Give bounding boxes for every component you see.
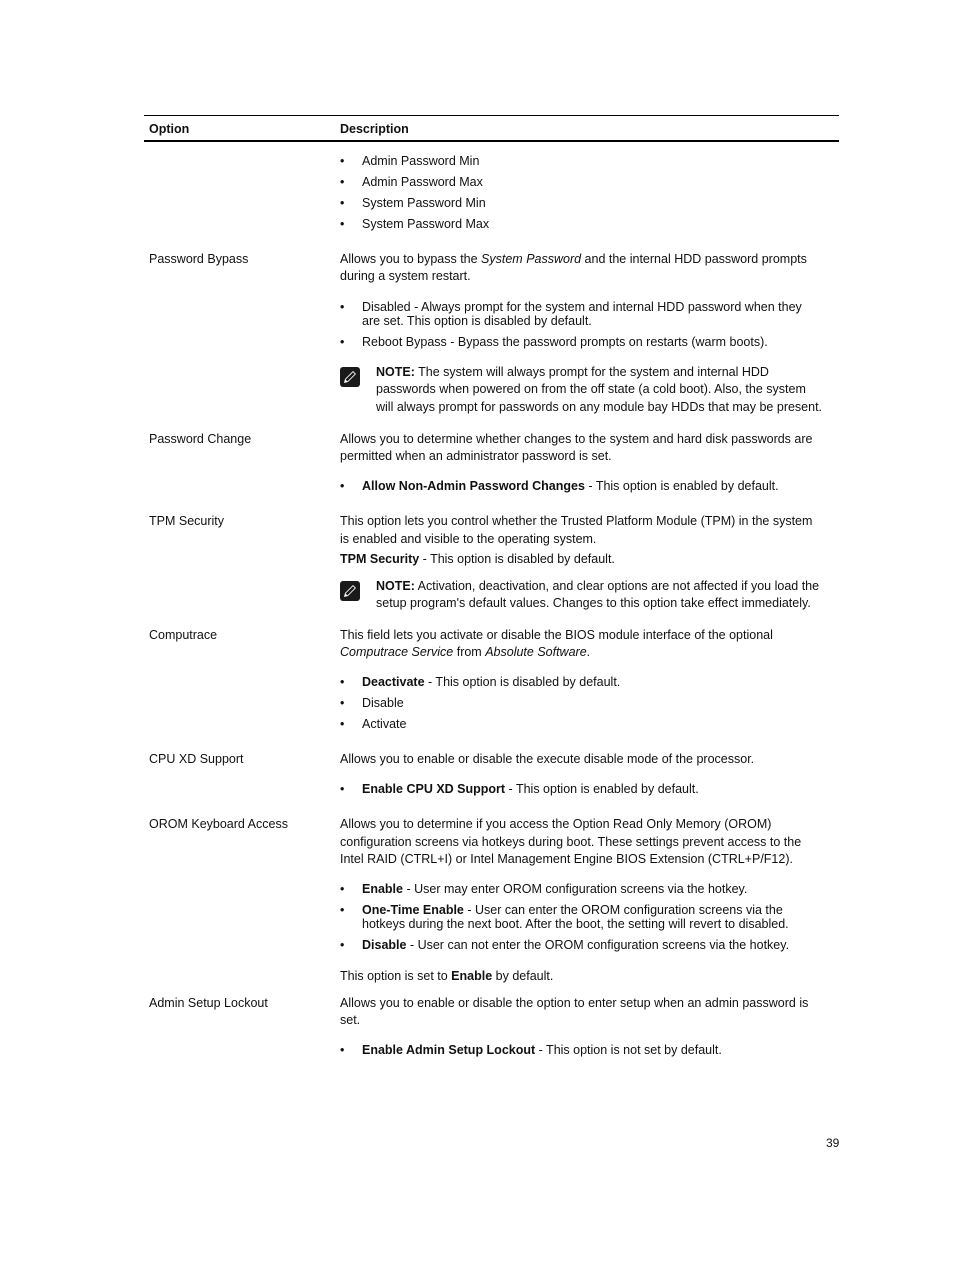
text: - User can not enter the OROM configuration screens via the hotkey. [406, 938, 790, 952]
bullet: • [340, 1043, 345, 1057]
text: and the internal HDD password prompts [581, 252, 807, 266]
list-item-text: Disable [362, 696, 404, 710]
text: - This option is enabled by default. [505, 782, 699, 796]
list-item-text: Activate [362, 717, 407, 731]
bold-text: Enable [451, 969, 493, 983]
bullet: • [340, 675, 345, 689]
description-line: This option lets you control whether the Trusted Platform Module (TPM) in the system [340, 514, 813, 528]
list-item-text: System Password Min [362, 196, 486, 210]
description-line [340, 251, 807, 268]
bold-text: Allow Non-Admin Password Changes [362, 479, 585, 493]
text: Allows you to bypass the [340, 252, 482, 266]
description-line [340, 551, 615, 568]
emphasis-text: Absolute Software [485, 645, 587, 659]
bold-text: Enable CPU XD Support [362, 782, 506, 796]
list-item-text: Admin Password Min [362, 154, 480, 168]
list-item-text [362, 937, 789, 954]
bullet: • [340, 903, 345, 917]
text: - User may enter OROM configuration screens via the hotkey. [403, 882, 748, 896]
description-line [340, 644, 590, 661]
description-line: Allows you to enable or disable the execute disable mode of the processor. [340, 752, 755, 766]
list-item-continuation: hotkeys during the next boot. After the boot, the setting will revert to disabled. [362, 917, 789, 931]
note-line: passwords when powered on from the off state (a cold boot). Also, the system [376, 382, 806, 396]
description-line: Allows you to determine if you access the Option Read Only Memory (OROM) [340, 817, 772, 831]
bullet: • [340, 696, 345, 710]
bullet: • [340, 196, 345, 210]
text: from [453, 645, 486, 659]
text: - This option is enabled by default. [584, 479, 779, 493]
bold-text: TPM Security [340, 552, 420, 566]
note-line [376, 364, 769, 381]
list-item-text: Reboot Bypass - Bypass the password prompts on restarts (warm boots). [362, 335, 768, 349]
bullet: • [340, 938, 345, 952]
text: by default. [492, 969, 554, 983]
description-line: configuration screens via hotkeys during boot. These settings prevent access to the [340, 835, 802, 849]
pencil-note-icon [340, 581, 360, 601]
option-orom-keyboard-access: OROM Keyboard Access [149, 817, 288, 831]
bullet: • [340, 717, 345, 731]
note-line: setup program's default values. Changes to this option take effect immediately. [376, 596, 811, 610]
note-line [376, 578, 819, 595]
list-item-text [362, 478, 779, 495]
header-option: Option [149, 122, 190, 136]
description-line [340, 968, 553, 985]
bold-text: Deactivate [362, 675, 425, 689]
description-line: permitted when an administrator password is set. [340, 449, 612, 463]
text: - User can enter the OROM configuration screens via the [463, 903, 783, 917]
pencil-note-icon [340, 367, 360, 387]
list-item-text [362, 781, 699, 798]
bullet: • [340, 335, 345, 349]
bold-text: Enable Admin Setup Lockout [362, 1043, 536, 1057]
bold-text: Disable [362, 938, 407, 952]
bullet: • [340, 154, 345, 168]
option-admin-setup-lockout: Admin Setup Lockout [149, 996, 268, 1010]
bullet: • [340, 175, 345, 189]
list-item-text: Admin Password Max [362, 175, 483, 189]
text: - This option is disabled by default. [419, 552, 615, 566]
option-cpu-xd-support: CPU XD Support [149, 752, 244, 766]
description-line: Allows you to determine whether changes to the system and hard disk passwords are [340, 432, 813, 446]
bold-text: Enable [362, 882, 403, 896]
description-line: set. [340, 1013, 361, 1027]
option-computrace: Computrace [149, 628, 218, 642]
note-label: NOTE: [376, 365, 415, 379]
option-password-change: Password Change [149, 432, 252, 446]
text: - This option is disabled by default. [424, 675, 621, 689]
options-table [144, 115, 839, 142]
description-line: during a system restart. [340, 269, 471, 283]
description-line: This field lets you activate or disable the BIOS module interface of the optional [340, 628, 773, 642]
page-number: 39 [826, 1136, 840, 1150]
note-label: NOTE: [376, 579, 415, 593]
bullet: • [340, 217, 345, 231]
list-item-text: System Password Max [362, 217, 490, 231]
emphasis-text: System Password [481, 252, 582, 266]
bullet: • [340, 479, 345, 493]
text: Activation, deactivation, and clear options are not affected if you load the [414, 579, 820, 593]
list-item-text [362, 881, 747, 898]
header-description: Description [340, 122, 409, 136]
description-line: Intel RAID (CTRL+I) or Intel Management Engine BIOS Extension (CTRL+P/F12). [340, 852, 793, 866]
emphasis-text: Computrace Service [340, 645, 454, 659]
text: The system will always prompt for the system and internal HDD [414, 365, 769, 379]
bullet: • [340, 300, 345, 314]
list-item-text [362, 674, 620, 691]
table-header [144, 115, 839, 142]
bold-text: One-Time Enable [362, 903, 464, 917]
description-line: is enabled and visible to the operating system. [340, 532, 597, 546]
note-line: will always prompt for passwords on any module bay HDDs that may be present. [376, 400, 823, 414]
description-line: Allows you to enable or disable the option to enter setup when an admin password is [340, 996, 809, 1010]
list-item-continuation: are set. This option is disabled by default. [362, 314, 592, 328]
bullet: • [340, 882, 345, 896]
option-password-bypass: Password Bypass [149, 252, 249, 266]
list-item-text [362, 1042, 722, 1059]
bullet: • [340, 782, 345, 796]
text: This option is set to [340, 969, 452, 983]
text: . [586, 645, 591, 659]
text: - This option is not set by default. [535, 1043, 722, 1057]
option-tpm-security: TPM Security [149, 514, 225, 528]
list-item-text: Disabled - Always prompt for the system and internal HDD password when they [362, 300, 802, 314]
